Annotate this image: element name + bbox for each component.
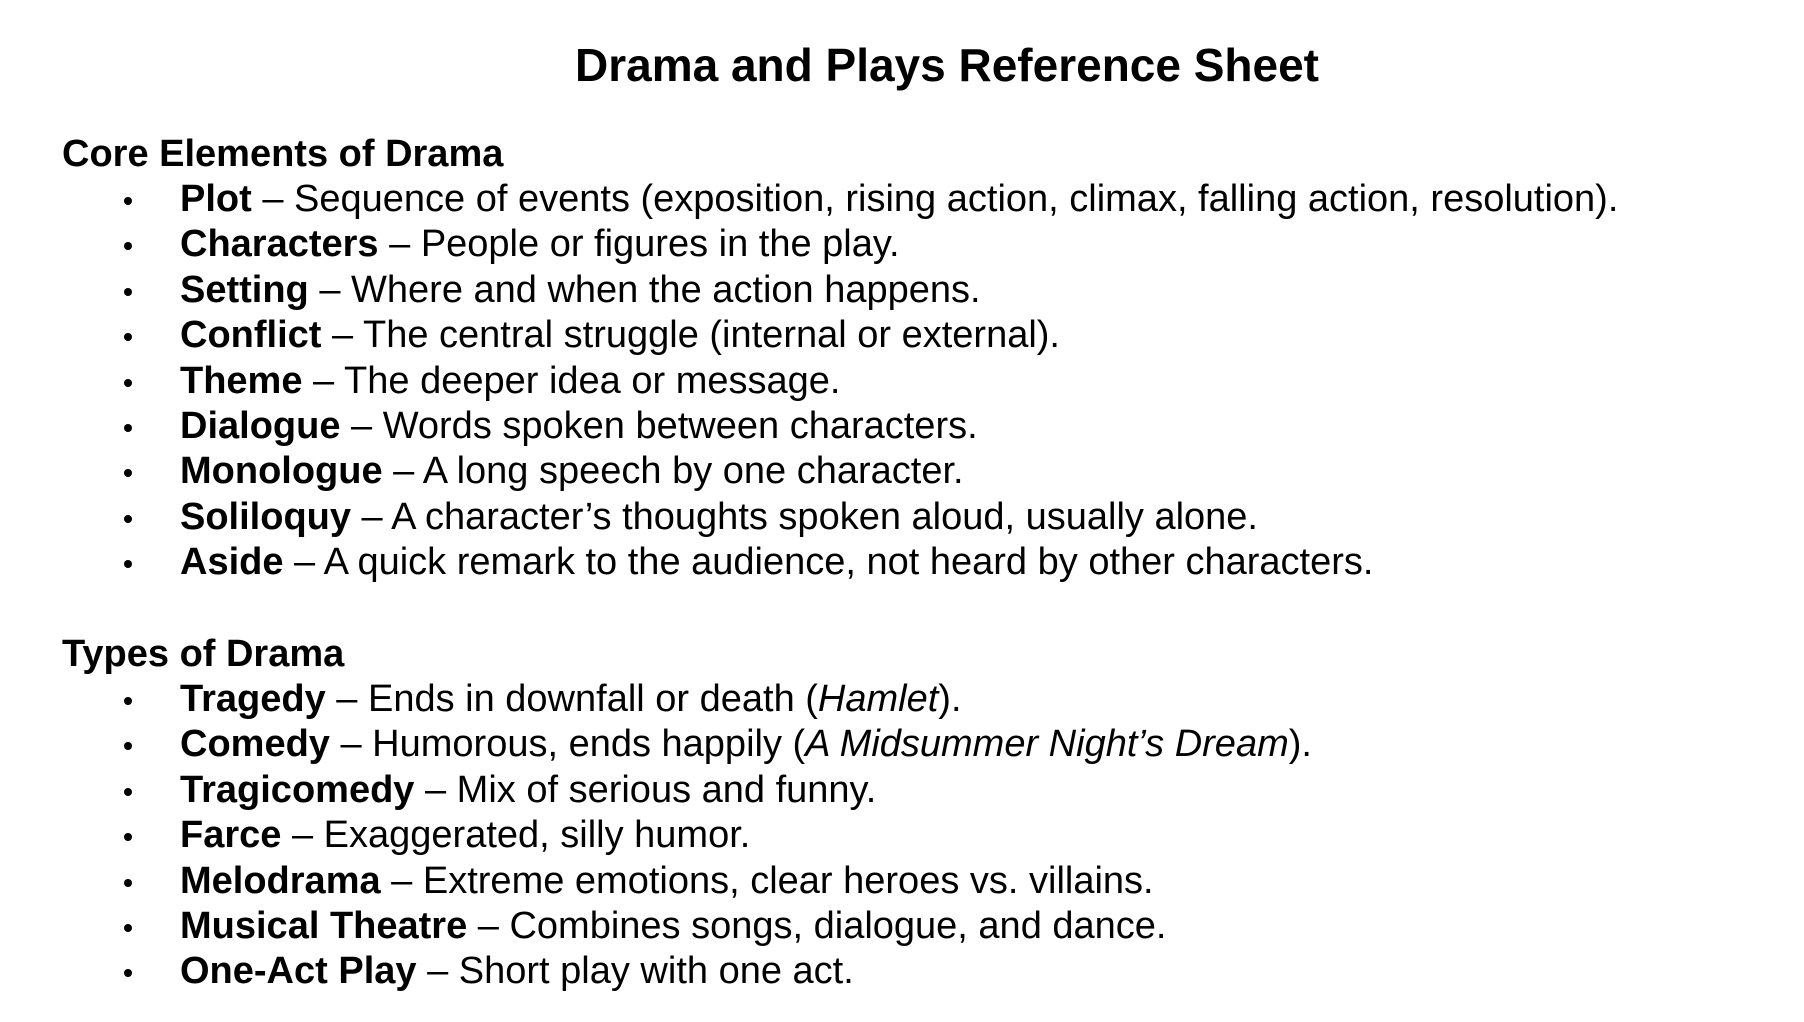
item-description: A character’s thoughts spoken aloud, usually alone.	[391, 495, 1258, 538]
section-heading: Core Elements of Drama	[62, 133, 504, 175]
bullet-icon	[124, 424, 132, 432]
item-term: Setting	[180, 268, 309, 311]
item-separator: –	[325, 678, 368, 720]
item-description: The central struggle (internal or external).	[363, 314, 1060, 357]
bullet-icon	[124, 197, 132, 205]
item-term: Plot	[180, 178, 252, 220]
item-separator: –	[380, 859, 423, 902]
item-separator: –	[302, 359, 345, 402]
item-term: Farce	[180, 814, 282, 857]
item-separator: –	[414, 768, 457, 811]
item-example-title: Hamlet	[817, 678, 939, 720]
types-of-drama-list	[62, 677, 1762, 995]
item-term: Characters	[180, 223, 379, 266]
item-separator: –	[329, 723, 373, 766]
item-term: Conflict	[180, 314, 322, 357]
item-term: One-Act Play	[180, 950, 417, 993]
item-description: Humorous, ends happily (	[372, 723, 806, 766]
item-term: Theme	[180, 359, 303, 402]
bullet-icon	[124, 697, 132, 705]
item-description: Where and when the action happens.	[351, 268, 981, 311]
bullet-icon	[124, 515, 132, 523]
item-separator: –	[283, 541, 324, 584]
item-description: Short play with one act.	[458, 950, 854, 993]
list-item	[62, 359, 1762, 404]
list-item	[62, 540, 1762, 585]
bullet-icon	[124, 379, 132, 387]
item-description: Words spoken between characters.	[382, 404, 978, 447]
bullet-icon	[124, 833, 132, 841]
item-description: People or figures in the play.	[420, 223, 900, 266]
section-types-of-drama	[62, 632, 1762, 995]
list-item	[62, 677, 1762, 722]
item-description-end: ).	[938, 678, 962, 720]
bullet-icon	[124, 879, 132, 887]
bullet-icon	[124, 788, 132, 796]
list-item	[62, 449, 1762, 494]
list-item	[62, 313, 1762, 358]
document-title: Drama and Plays Reference Sheet	[574, 39, 1320, 91]
bullet-icon	[124, 288, 132, 296]
item-term: Tragicomedy	[180, 768, 415, 811]
bullet-icon	[124, 560, 132, 568]
item-term: Musical Theatre	[180, 904, 468, 947]
item-separator: –	[251, 178, 295, 220]
section-core-elements	[62, 132, 1762, 586]
section-heading: Types of Drama	[62, 633, 345, 675]
item-term: Monologue	[180, 450, 383, 493]
item-description: Ends in downfall or death (	[367, 678, 818, 720]
item-description: A long speech by one character.	[422, 450, 964, 493]
item-term: Comedy	[180, 723, 330, 766]
item-separator: –	[281, 814, 324, 857]
list-item	[62, 949, 1762, 994]
item-term: Tragedy	[180, 678, 326, 720]
item-separator: –	[340, 404, 383, 447]
list-item	[62, 904, 1762, 949]
list-item	[62, 859, 1762, 904]
item-description: Sequence of events (exposition, rising action, climax, falling action, resolution).	[294, 178, 1619, 220]
item-example-title: A Midsummer Night’s Dream	[805, 723, 1289, 766]
bullet-icon	[124, 924, 132, 932]
item-description: Exaggerated, silly humor.	[323, 814, 751, 857]
item-term: Soliloquy	[180, 495, 351, 538]
core-elements-list	[62, 177, 1762, 586]
list-item	[62, 268, 1762, 313]
item-separator: –	[308, 268, 352, 311]
item-separator: –	[467, 904, 510, 947]
bullet-icon	[124, 333, 132, 341]
item-separator: –	[378, 223, 421, 266]
item-term: Dialogue	[180, 404, 341, 447]
list-item	[62, 222, 1762, 267]
bullet-icon	[124, 969, 132, 977]
item-separator: –	[382, 450, 423, 493]
list-item	[62, 722, 1762, 767]
item-description: The deeper idea or message.	[344, 359, 841, 402]
item-separator: –	[321, 314, 363, 357]
list-item	[62, 813, 1762, 858]
item-description-end: ).	[1288, 723, 1312, 766]
list-item	[62, 177, 1762, 222]
item-description: A quick remark to the audience, not heard by other characters.	[323, 541, 1374, 584]
bullet-icon	[124, 242, 132, 250]
list-item	[62, 495, 1762, 540]
item-separator: –	[416, 950, 459, 993]
item-description: Extreme emotions, clear heroes vs. villains.	[422, 859, 1154, 902]
item-description: Mix of serious and funny.	[456, 768, 877, 811]
bullet-icon	[124, 742, 132, 750]
list-item	[62, 768, 1762, 813]
item-separator: –	[351, 495, 392, 538]
item-description: Combines songs, dialogue, and dance.	[509, 904, 1167, 947]
item-term: Melodrama	[180, 859, 381, 902]
list-item	[62, 404, 1762, 449]
item-term: Aside	[180, 541, 284, 584]
bullet-icon	[124, 469, 132, 477]
